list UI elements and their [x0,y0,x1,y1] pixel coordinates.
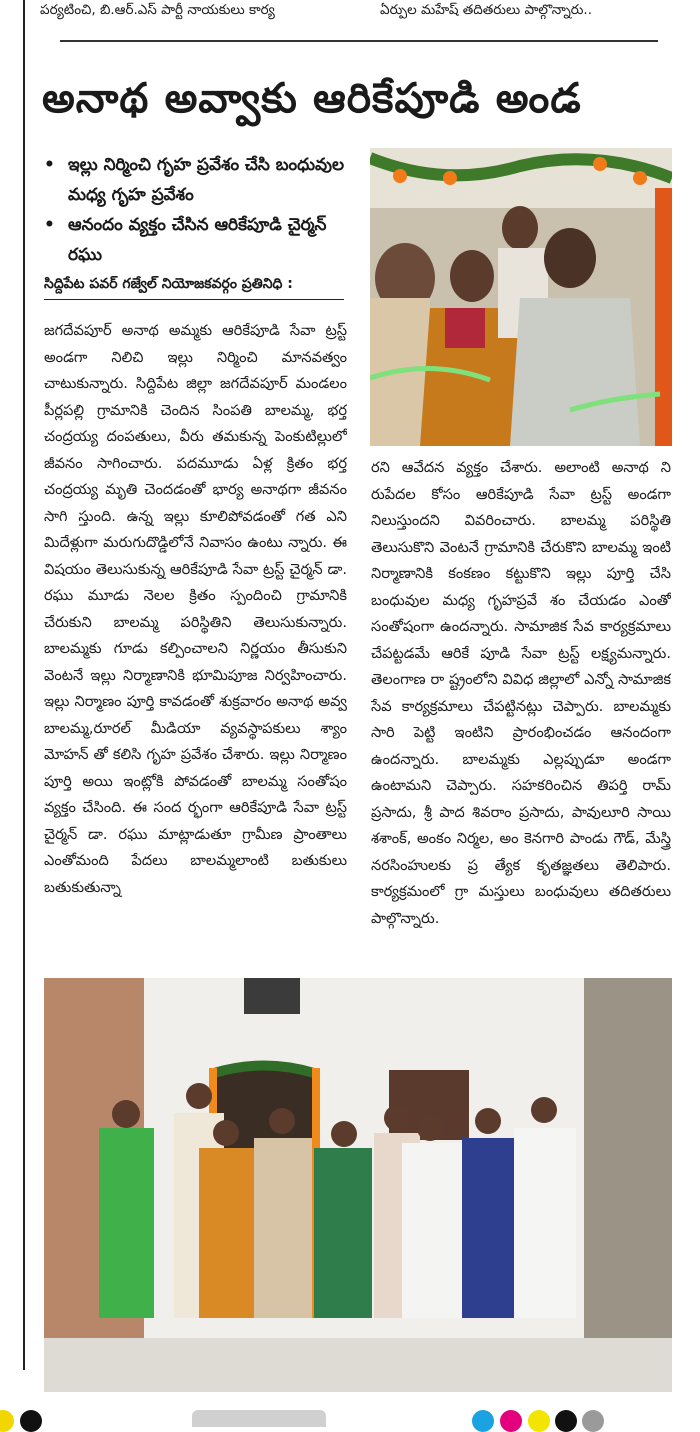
ribbon-cutting-illustration [370,148,672,446]
black-registration-mark [555,1410,577,1432]
highlight-bullet [42,210,357,270]
bullet-dot-icon: • [44,155,55,175]
highlight-bullet-text: ఆనందం వ్యక్తం చేసిన ఆరికేపూడి చైర్మన్ రఘు [68,215,327,265]
black-registration-mark [20,1410,42,1432]
previous-article-left-line: పర్యటించి, బి.ఆర్.ఎస్ పార్టీ నాయకులు కార్య [40,2,275,18]
ribbon-cutting-photo [370,148,672,446]
article-headline: అనాథ అవ్వాకు ఆరికేపూడి అండ [42,74,582,122]
article-body-left-column: జగదేవపూర్ అనాథ అమ్మకు ఆరికేపూడి సేవా ట్రస్ట్ అండగా నిలిచి ఇల్లు నిర్మించి మానవత్వం చాటుకున్నారు. సిద్దిపేట జిల్లా జగదేవపూర్ మండలం పీర్లపల్లి గ్రామానికి చెందిన సింపతి బాలమ్మ, భర్త చంద్రయ్య దంపతులు, వీరు తమకున్న పెంకుటిల్లులో జీవనం సాగించారు. పదమూడు ఏళ్ల క్రితం భర్త చంద్రయ్య మృతి చెందడంతో భార్య అనాథగా జీవనం సాగి స్తుంది. ఉన్న ఇల్లు కూలిపోవడంతో గత ఎని మిదేళ్లుగా మరుగుదొడ్డిలోనే నివాసం ఉంటు న్నారు. ఈ విషయం తెలుసుకున్న ఆరికేపూడి సేవా ట్రస్ట్ చైర్మన్ డా. రఘు మూడు నెలల క్రితం స్పందించి గ్రామానికి చేరుకుని బాలమ్మ పరిస్థితిని తెలుసుకున్నారు. బాలమ్మకు గూడు కల్పించాలని నిర్ణయం తీసుకుని వెంటనే ఇల్లు నిర్మాణానికి భూమిపూజ నిర్వహించారు. ఇల్లు నిర్మాణం పూర్తి కావడంతో శుక్రవారం అనాథ అవ్వ బాలమ్మ,రూరల్ మీడియా వ్యవస్థాపకులు శ్యాం మోహన్ తో కలిసి గృహ ప్రవేశం చేశారు. ఇల్లు నిర్మాణం పూర్తి అయి ఇంట్లోకి పోవడంతో బాలమ్మ సంతోషం వ్యక్తం చేసింది. ఈ సంద ర్భంగా ఆరికేపూడి సేవా ట్రస్ట్ చైర్మన్ డా. రఘు మాట్లాడుతూ గ్రామీణ ప్రాంతాలు ఎంతోమంది పేదలు బాలమ్మలాంటి బతుకులు బతుకుతున్నా [44,322,347,896]
separator-rule [60,40,658,42]
group-photo-at-house [44,978,672,1392]
highlight-bullet [42,150,357,210]
column-rule [23,0,25,1370]
dateline: సిద్దిపేట పవర్ గజ్వేల్ నియోజకవర్గం ప్రతినిధి : [44,276,344,300]
highlight-bullet-text: ఇల్లు నిర్మించి గృహ ప్రవేశం చేసి బంధువుల మధ్య గృహ ప్రవేశం [68,155,345,205]
cyan-registration-mark [472,1410,494,1432]
previous-article-strip [40,0,680,22]
gray-registration-mark [582,1410,604,1432]
yellow-registration-mark [0,1410,14,1432]
gray-print-bar [192,1410,326,1427]
article-body-right-column: రని ఆవేదన వ్యక్తం చేశారు. అలాంటి అనాథ ని రుపేదల కోసం ఆరికేపూడి సేవా ట్రస్ట్ అండగా నిలుస్తుందని వివరించారు. బాలమ్మ పరిస్థితి తెలుసుకొని వెంటనే గ్రామానికి చేరుకొని బాలమ్మ ఇంటి నిర్మాణానికి కంకణం కట్టుకొని ఇల్లు పూర్తి చేసి బంధువుల మధ్య గృహప్రవే శం చేయడం ఎంతో సంతోషంగా ఉందన్నారు. సామాజిక సేవ కార్యక్రమాలు చేపట్టడమే ఆరికే పూడి సేవా ట్రస్ట్ లక్ష్యమన్నారు. తెలంగాణ రా ష్ట్రంలోని వివిధ జిల్లాలో ఎన్నో సామాజిక సేవ కార్యక్రమాలు చేపట్టినట్లు చెప్పారు. బాలమ్మకు సారి పెట్టి ఇంటిని ప్రారంభించడం ఆనందంగా ఉందన్నారు. బాలమ్మకు ఎల్లప్పుడూ అండగా ఉంటామని చెప్పారు. సహకరించిన తిపర్తి రామ్ ప్రసాదు, శ్రీ పాద శివరాం ప్రసాదు, పావులూరి సాయి శశాంక్, అంకం నిర్మల, అం కెనగారి పాండు గౌడ్, మేస్త్రి నరసింహులకు ప్ర త్యేక కృతజ్ఞతలు తెలిపారు. కార్యక్రమంలో గ్రా మస్తులు బంధువులు తదితరులు పాల్గొన్నారు. [371,459,671,927]
highlight-bullets [42,150,357,270]
yellow-registration-mark [528,1410,550,1432]
previous-article-right-line: ఏర్పుల మహేష్ తదితరులు పాల్గొన్నారు.. [380,2,593,18]
magenta-registration-mark [500,1410,522,1432]
bullet-dot-icon: • [44,215,55,235]
group-photo-illustration [44,978,672,1392]
